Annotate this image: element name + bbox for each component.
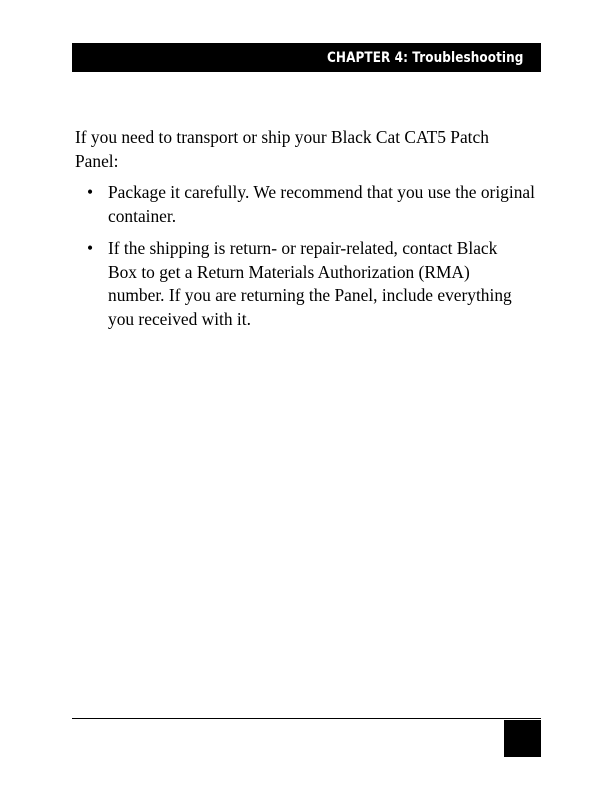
chapter-header-bar	[72, 43, 541, 72]
shipping-instructions-list	[75, 181, 545, 331]
list-item-text: Package it carefully. We recommend that you use the original container.	[108, 182, 535, 226]
bullet-icon: •	[87, 238, 94, 258]
chapter-title: CHAPTER 4: Troubleshooting	[327, 49, 524, 66]
footer-rule	[72, 718, 541, 719]
page-number-box	[504, 720, 541, 757]
page-content	[75, 126, 545, 340]
list-item	[75, 237, 545, 331]
list-item-text: If the shipping is return- or repair-related, contact Black Box to get a Return Materials Authorization (RMA) number. If you are returning the Panel, include everything you received with it.	[108, 238, 512, 329]
intro-paragraph: If you need to transport or ship your Black Cat CAT5 Patch Panel:	[75, 127, 489, 171]
list-item	[75, 181, 545, 228]
bullet-icon: •	[87, 182, 94, 202]
